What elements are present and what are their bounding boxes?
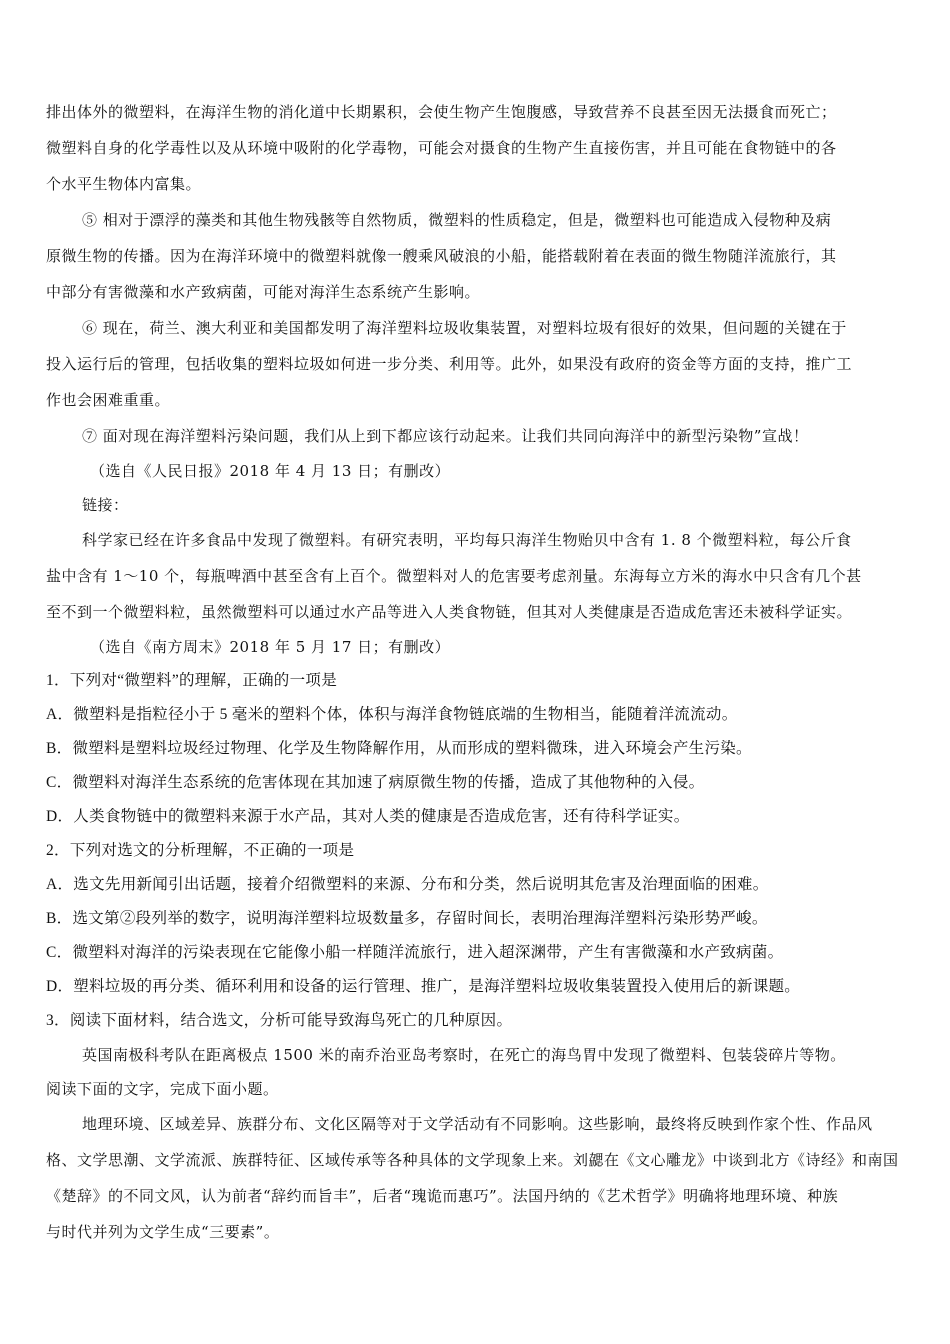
text-line: 作也会困难重重。	[46, 391, 171, 409]
option-d: D．塑料垃圾的再分类、循环利用和设备的运行管理、推广，是海洋塑料垃圾收集装置投入使用后的新课题。	[46, 978, 801, 995]
option-a: A．微塑料是指粒径小于 5 毫米的塑料个体，体积与海洋食物链底端的生物相当，能随着洋流流动。	[46, 706, 738, 723]
question-stem: 1．下列对“微塑料”的理解，正确的一项是	[46, 672, 338, 689]
article-source: （选自《人民日报》2018 年 4 月 13 日；有删改）	[90, 462, 451, 480]
option-a: A．选文先用新闻引出话题，接着介绍微塑料的来源、分布和分类，然后说明其危害及治理面临的困难。	[46, 876, 769, 893]
text-line: 地理环境、区域差异、族群分布、文化区隔等对于文学活动有不同影响。这些影响，最终将反映到作家个性、作品风	[82, 1115, 873, 1133]
option-c: C．微塑料对海洋生态系统的危害体现在其加速了病原微生物的传播，造成了其他物种的入侵。	[46, 774, 705, 791]
text-line: 中部分有害微藻和水产致病菌，可能对海洋生态系统产生影响。	[46, 283, 481, 301]
question-stem: 3．阅读下面材料，结合选文，分析可能导致海鸟死亡的几种原因。	[46, 1012, 513, 1029]
text-line: 微塑料自身的化学毒性以及从环境中吸附的化学毒物，可能会对摄食的生物产生直接伤害，并且可能在食物链中的各	[46, 139, 837, 157]
article-paragraph-6	[46, 310, 910, 418]
reading-instruction: 阅读下面的文字，完成下面小题。	[46, 1080, 279, 1098]
question-material: 英国南极科考队在距离极点 1500 米的南乔治亚岛考察时，在死亡的海鸟胃中发现了微塑料、包装袋碎片等物。	[82, 1046, 846, 1064]
link-label: 链接：	[82, 496, 129, 514]
text-line: 科学家已经在许多食品中发现了微塑料。有研究表明，平均每只海洋生物贻贝中含有 1. 8 个微塑料粒，每公斤食	[82, 531, 852, 549]
document-page	[46, 94, 910, 1250]
text-line: 原微生物的传播。因为在海洋环境中的微塑料就像一艘乘风破浪的小船，能搭载附着在表面的微生物随洋流旅行，其	[46, 247, 837, 265]
text-line: 个水平生物体内富集。	[46, 175, 202, 193]
article-paragraph-4	[46, 94, 910, 202]
text-line: 格、文学思潮、文学流派、族群特征、区域传承等各种具体的文学现象上来。刘勰在《文心雕龙》中谈到北方《诗经》和南国	[46, 1151, 899, 1169]
option-c: C．微塑料对海洋的污染表现在它能像小船一样随洋流旅行，进入超深渊带，产生有害微藻和水产致病菌。	[46, 944, 784, 961]
text-line: 盐中含有 1～10 个，每瓶啤酒中甚至含有上百个。微塑料对人的危害要考虑剂量。东海每立方米的海水中只含有几个甚	[46, 567, 862, 585]
text-line: 至不到一个微塑料粒，虽然微塑料可以通过水产品等进入人类食物链，但其对人类健康是否造成危害还未被科学证实。	[46, 603, 853, 621]
text-line: 《楚辞》的不同文风，认为前者“辞约而旨丰”，后者“瑰诡而惠巧”。法国丹纳的《艺术哲学》明确将地理环境、种族	[46, 1187, 839, 1205]
text-line: ⑥ 现在，荷兰、澳大利亚和美国都发明了海洋塑料垃圾收集装置，对塑料垃圾有很好的效果，但问题的关键在于	[82, 319, 847, 337]
text-line: ⑤ 相对于漂浮的藻类和其他生物残骸等自然物质，微塑料的性质稳定，但是，微塑料也可能造成入侵物种及病	[82, 211, 832, 229]
link-paragraph	[46, 522, 910, 630]
article-paragraph-5	[46, 202, 910, 310]
option-b: B．微塑料是塑料垃圾经过物理、化学及生物降解作用，从而形成的塑料微珠，进入环境会产生污染。	[46, 740, 752, 757]
text-line: 投入运行后的管理，包括收集的塑料垃圾如何进一步分类、利用等。此外，如果没有政府的资金等方面的支持，推广工	[46, 355, 853, 373]
option-b: B．选文第②段列举的数字，说明海洋塑料垃圾数量多，存留时间长，表明治理海洋塑料污染形势严峻。	[46, 910, 768, 927]
question-stem: 2．下列对选文的分析理解，不正确的一项是	[46, 842, 355, 859]
question-2	[46, 834, 910, 1004]
text-line: 与时代并列为文学生成“三要素”。	[46, 1223, 280, 1241]
reading-paragraph	[46, 1106, 910, 1250]
text-line: 排出体外的微塑料，在海洋生物的消化道中长期累积，会使生物产生饱腹感，导致营养不良甚至因无法摄食而死亡；	[46, 103, 837, 121]
question-1	[46, 664, 910, 834]
link-source: （选自《南方周末》2018 年 5 月 17 日；有删改）	[90, 638, 451, 656]
question-3	[46, 1004, 910, 1072]
article-paragraph-7: ⑦ 面对现在海洋塑料污染问题，我们从上到下都应该行动起来。让我们共同向海洋中的新型污染物”宣战！	[82, 427, 809, 445]
option-d: D．人类食物链中的微塑料来源于水产品，其对人类的健康是否造成危害，还有待科学证实。	[46, 808, 690, 825]
